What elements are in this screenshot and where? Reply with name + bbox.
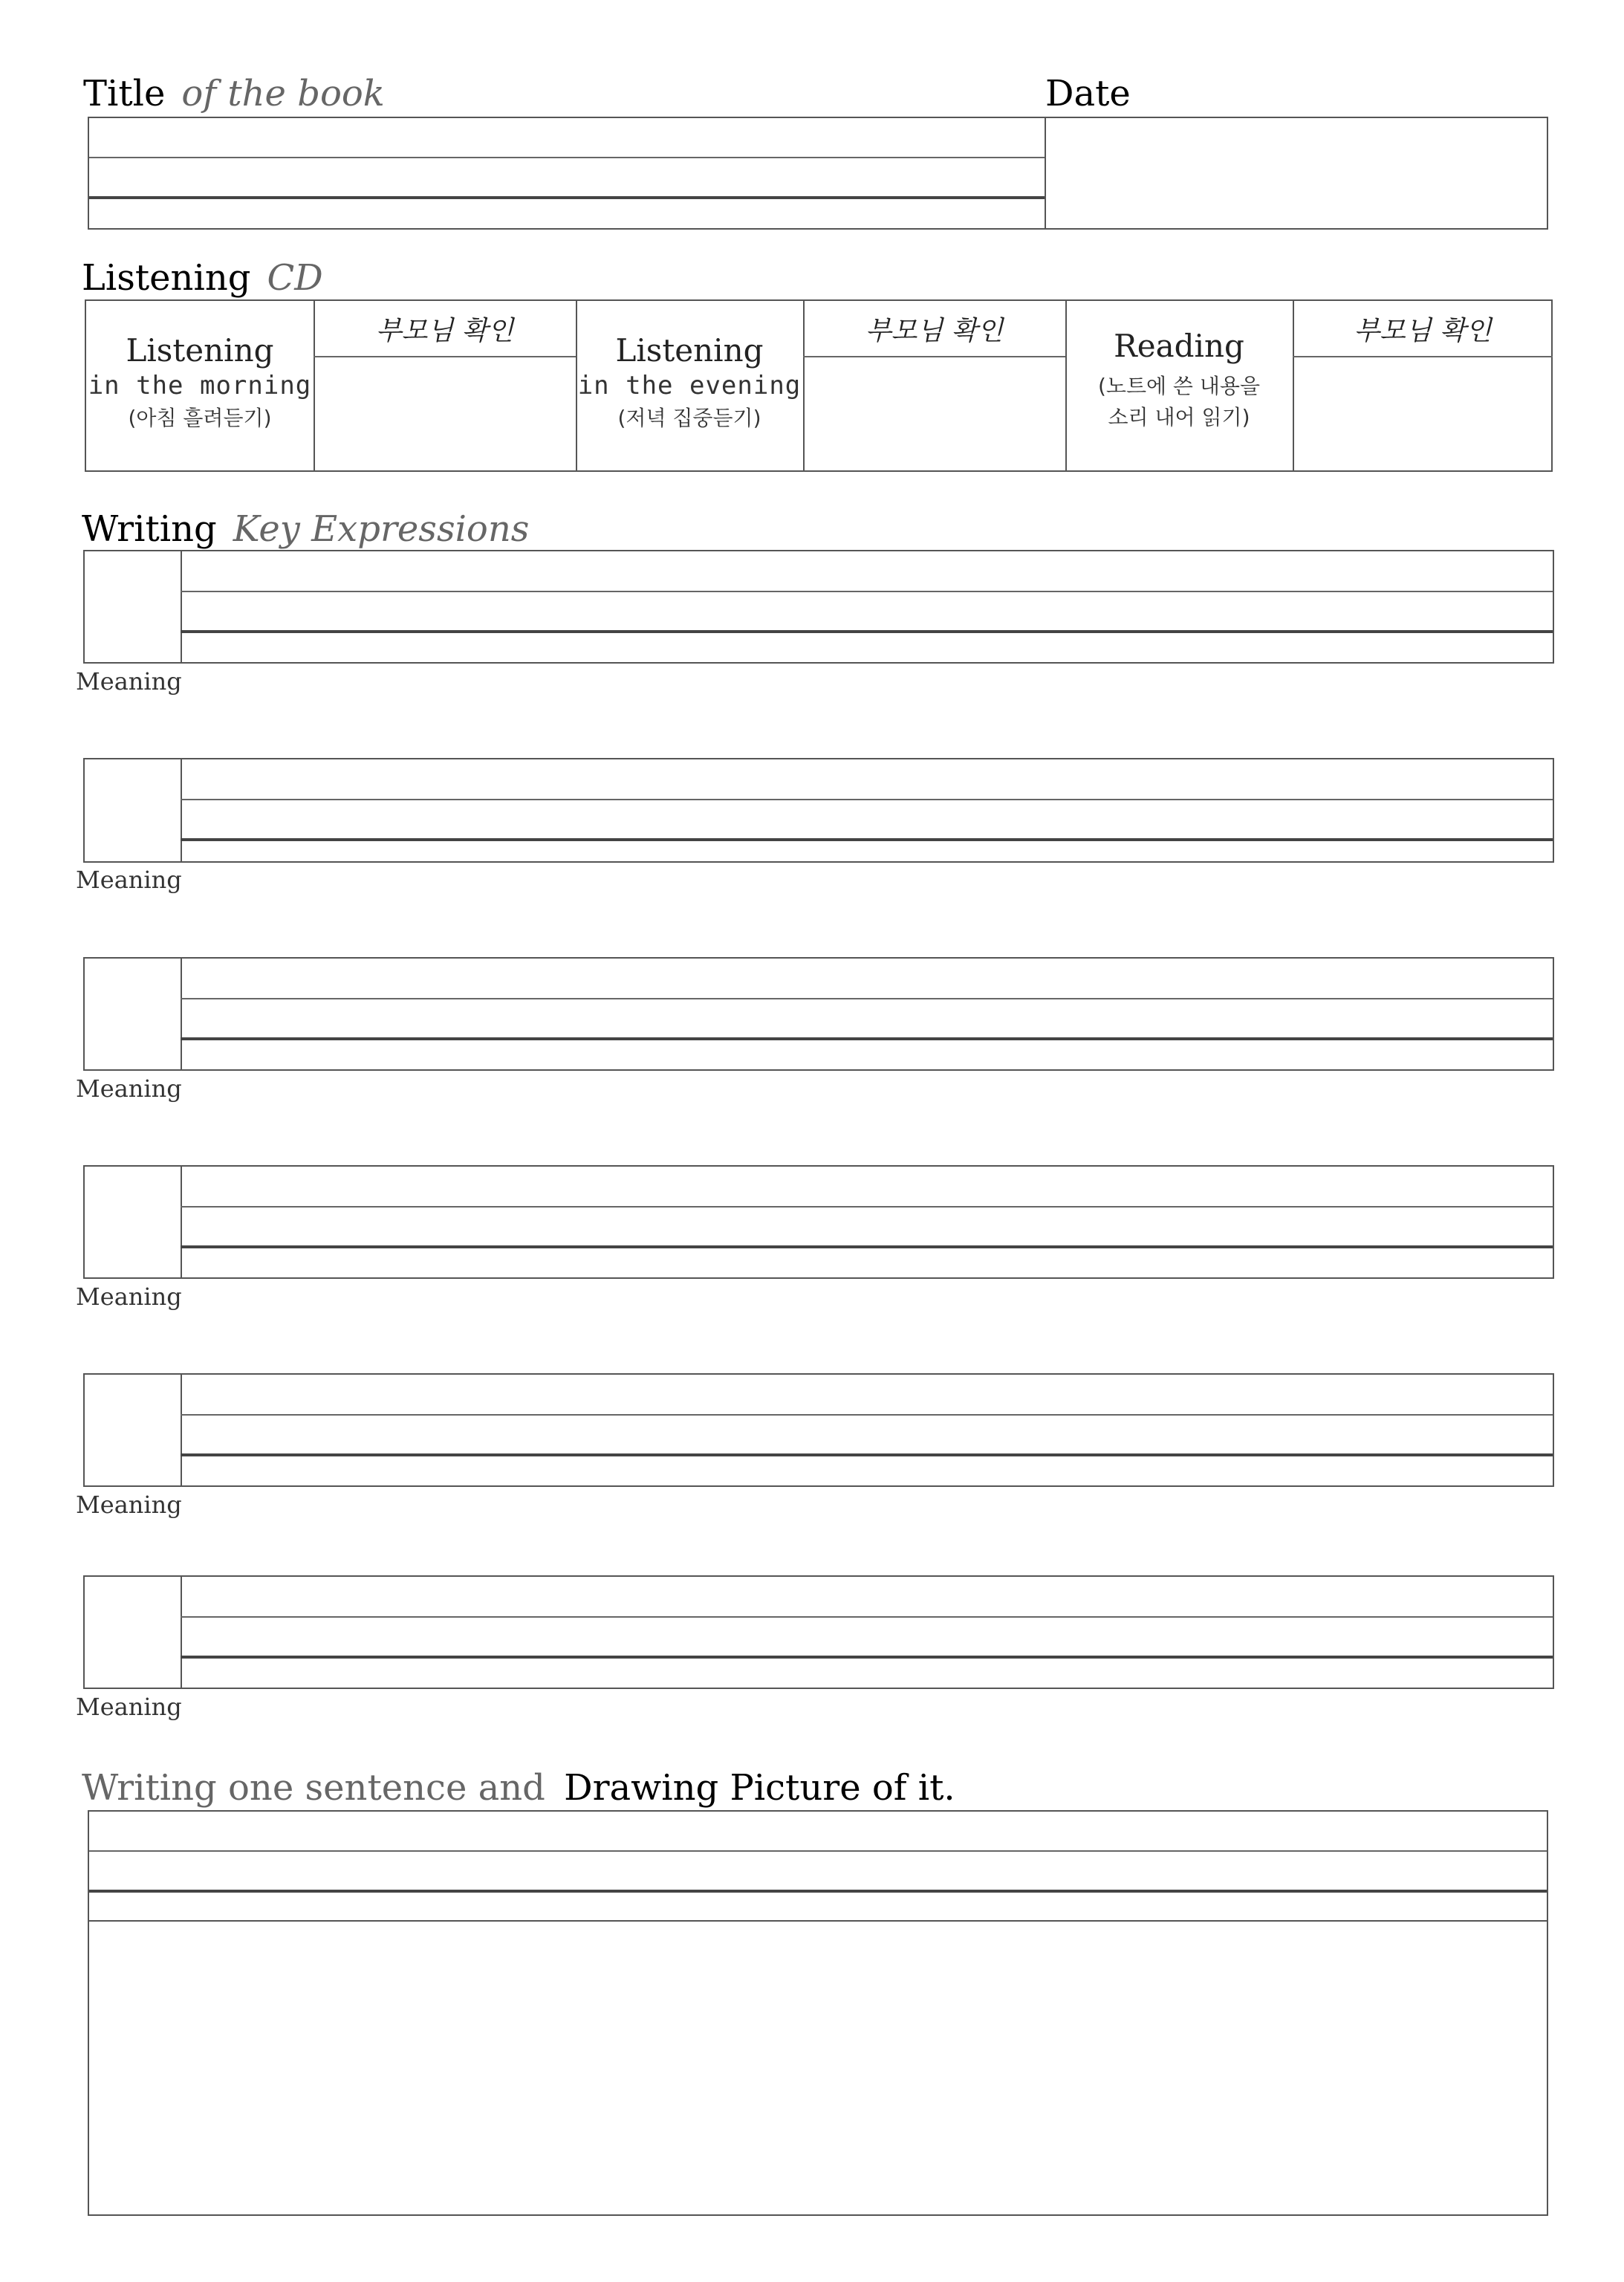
expression-number-box[interactable] (85, 759, 179, 861)
parent-check-box-1[interactable] (315, 359, 575, 470)
meaning-label: Meaning (76, 1693, 182, 1721)
parent-check-box-2[interactable] (805, 359, 1065, 470)
listening-morning-korean: (아침 흘려듣기) (128, 405, 272, 430)
listening-heading-sub: CD (267, 257, 323, 299)
expression-write-area[interactable] (182, 759, 1553, 861)
meaning-label: Meaning (76, 1283, 182, 1311)
listening-evening-korean: (저녁 집중듣기) (617, 405, 761, 430)
reading-title: Reading (1114, 328, 1244, 364)
expression-number-box[interactable] (85, 1577, 179, 1688)
expression-write-area[interactable] (182, 959, 1553, 1069)
meaning-label: Meaning (76, 1491, 182, 1519)
writing-heading-sub: Key Expressions (233, 508, 530, 550)
expression-write-area[interactable] (182, 1167, 1553, 1277)
expression-number-box[interactable] (85, 551, 179, 662)
parent-check-label-2: 부모님 확인 (865, 316, 1004, 346)
drawing-heading-part2: Drawing Picture of it. (564, 1767, 955, 1809)
drawing-area[interactable] (88, 1920, 1548, 2216)
listening-evening-title: Listening (615, 332, 764, 369)
writing-heading-label: Writing (82, 508, 217, 550)
reading-korean-line2: 소리 내어 읽기) (1108, 405, 1250, 430)
reading-korean-line1: (노트에 쓴 내용을 (1097, 374, 1261, 399)
expression-write-area[interactable] (182, 1577, 1553, 1688)
expression-block (83, 1165, 1554, 1279)
expression-block (83, 1575, 1554, 1689)
title-label: Title (83, 73, 166, 114)
meaning-label: Meaning (76, 667, 182, 696)
reading-cell (1065, 328, 1293, 433)
listening-heading-label: Listening (82, 257, 251, 299)
drawing-heading-part1: Writing one sentence and (82, 1767, 545, 1809)
expression-block (83, 758, 1554, 863)
expression-number-box[interactable] (85, 1167, 179, 1277)
listening-morning-title: Listening (126, 332, 274, 369)
drawing-heading (82, 1767, 955, 1809)
listening-heading (82, 257, 323, 299)
listening-morning-sub: in the morning (88, 371, 312, 401)
expression-write-area[interactable] (182, 551, 1553, 662)
listening-table (85, 299, 1553, 472)
date-label: Date (1045, 73, 1131, 114)
parent-check-label-1: 부모님 확인 (375, 316, 514, 346)
expression-block (83, 1373, 1554, 1487)
listening-evening-cell (576, 332, 803, 434)
expression-block (83, 957, 1554, 1071)
parent-check-box-3[interactable] (1294, 359, 1551, 470)
date-input-box[interactable] (1045, 117, 1548, 230)
listening-evening-sub: in the evening (577, 371, 802, 401)
expression-block (83, 550, 1554, 664)
expression-number-box[interactable] (85, 1375, 179, 1485)
title-subtitle: of the book (181, 73, 385, 114)
listening-morning-cell (86, 332, 314, 434)
sentence-write-box[interactable] (88, 1810, 1548, 1922)
meaning-label: Meaning (76, 866, 182, 894)
title-heading (83, 73, 385, 114)
parent-check-label-3: 부모님 확인 (1354, 316, 1492, 346)
expression-write-area[interactable] (182, 1375, 1553, 1485)
meaning-label: Meaning (76, 1074, 182, 1103)
title-input-box[interactable] (88, 117, 1046, 230)
expression-number-box[interactable] (85, 959, 179, 1069)
writing-heading (82, 508, 530, 550)
